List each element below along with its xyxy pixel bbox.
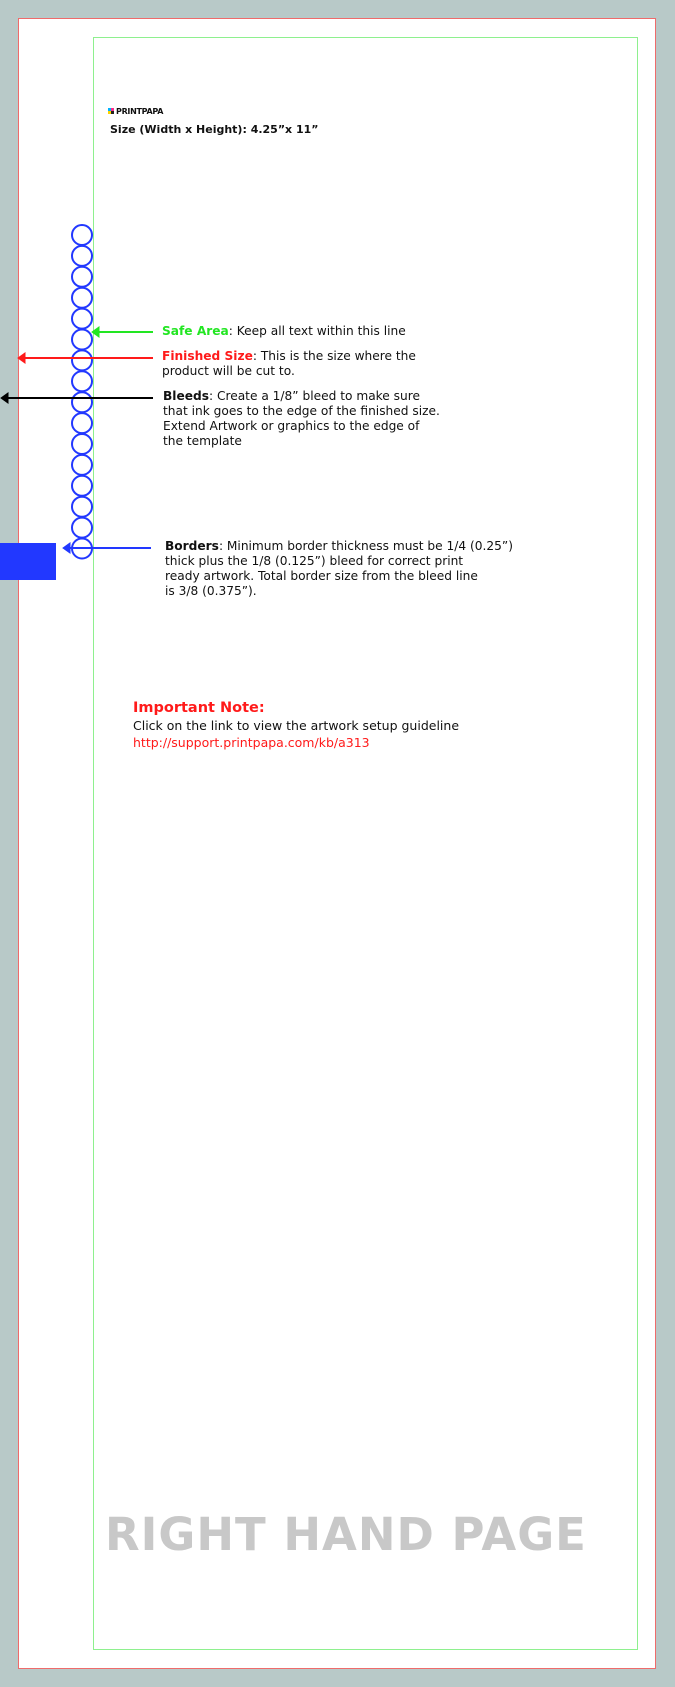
important-note-heading: Important Note: <box>133 700 265 716</box>
binding-hole <box>72 476 92 496</box>
safe-area-legend <box>162 324 406 339</box>
finished-size-text-1: : This is the size where the <box>252 349 416 363</box>
bleeds-text-4: the template <box>163 434 242 448</box>
important-note <box>133 700 459 751</box>
finished-size-term: Finished Size <box>162 349 253 363</box>
logo-text: PRINTPAPA <box>116 107 164 116</box>
bleeds-text-3: Extend Artwork or graphics to the edge of <box>163 419 420 433</box>
borders-text-2: thick plus the 1/8 (0.125”) bleed for correct print <box>165 554 464 568</box>
binding-holes <box>72 225 92 559</box>
borders-text-4: is 3/8 (0.375”). <box>165 584 257 598</box>
binding-hole <box>72 413 92 433</box>
bleeds-legend <box>163 389 440 449</box>
binding-hole <box>72 518 92 538</box>
safe-area-text: : Keep all text within this line <box>228 324 406 338</box>
bleeds-text-2: that ink goes to the edge of the finished size. <box>163 404 440 418</box>
binding-hole <box>72 330 92 350</box>
binding-hole <box>72 225 92 245</box>
binding-hole <box>72 392 92 412</box>
page-side-label: RIGHT HAND PAGE <box>105 1508 587 1561</box>
borders-text-1: : Minimum border thickness must be 1/4 (0.25”) <box>218 539 513 553</box>
borders-term: Borders <box>165 539 219 553</box>
binding-hole <box>72 267 92 287</box>
borders-legend <box>165 539 513 599</box>
bleeds-text-1: : Create a 1/8” bleed to make sure <box>208 389 420 403</box>
finished-size-text-2: product will be cut to. <box>162 364 295 378</box>
binding-hole <box>72 455 92 475</box>
safe-area-term: Safe Area <box>162 324 229 338</box>
binding-hole <box>72 497 92 517</box>
binding-hole <box>72 371 92 391</box>
binding-hole <box>72 246 92 266</box>
finished-size-legend <box>162 349 416 379</box>
borders-arrow <box>63 543 151 553</box>
borders-text-3: ready artwork. Total border size from the bleed line <box>165 569 478 583</box>
safe-area-arrow <box>92 327 153 337</box>
artwork-guideline-link[interactable]: http://support.printpapa.com/kb/a313 <box>133 735 370 750</box>
finished-size-arrow <box>18 353 153 363</box>
binding-hole <box>72 434 92 454</box>
binding-hole <box>72 309 92 329</box>
binding-hole <box>72 350 92 370</box>
important-note-body: Click on the link to view the artwork setup guideline <box>133 718 460 733</box>
binding-hole <box>72 288 92 308</box>
bleeds-term: Bleeds <box>163 389 209 403</box>
size-label: Size (Width x Height): 4.25”x 11” <box>110 123 319 136</box>
